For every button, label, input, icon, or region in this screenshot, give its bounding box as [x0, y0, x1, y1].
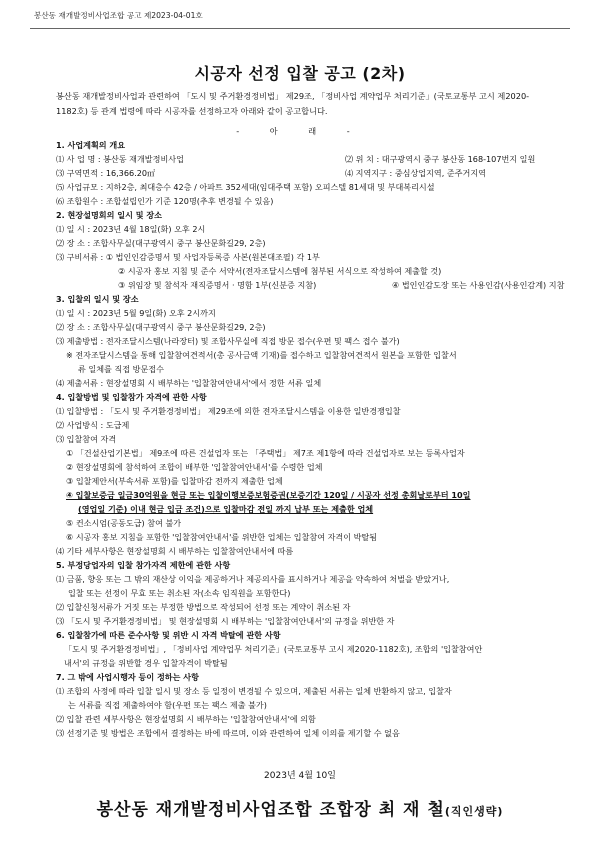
other-details: ⑷ 기타 세부사항은 현장설명회 시 배부하는 입찰참여안내서에 따름: [56, 546, 294, 556]
briefing-docs-2: ② 시공자 홍보 지침 및 준수 서약서(전자조달시스템에 첨부된 서식으로 작성하여 제출할 것): [118, 266, 442, 276]
qualification-4b: (영업일 기준) 이내 현금 입금 조건)으로 입찰마감 전일 까지 납부 또는 제출한 업체: [78, 504, 374, 514]
misc-3: ⑶ 선정기준 및 방법은 조합에서 결정하는 바에 따르며, 이와 관련하여 일체 이의를 제기할 수 없음: [56, 728, 400, 738]
qualification-2: ② 현장설명회에 참석하여 조합이 배부한 '입찰참여안내서'를 수령한 업체: [66, 462, 323, 472]
briefing-docs-3b: ④ 법인인감도장 또는 사용인감(사용인감계) 지참: [392, 280, 565, 290]
restriction-1a: ⑴ 금품, 향응 또는 그 밖의 재산상 이익을 제공하거나 제공의사를 표시하거나 제공을 약속하여 처벌을 받았거나,: [56, 574, 450, 584]
misc-2: ⑵ 입찰 관련 세부사항은 현장설명회 시 배부하는 '입찰참여안내서'에 의함: [56, 714, 316, 724]
bid-documents: ⑷ 제출서류 : 현장설명회 시 배부하는 '입찰참여안내서'에서 정한 서류 일체: [56, 378, 322, 388]
header-divider: [30, 28, 570, 29]
qualification-3: ③ 입찰제안서(부속서류 포함)를 입찰마감 전까지 제출한 업체: [66, 476, 283, 486]
briefing-place: ⑵ 장 소 : 조합사무실(대구광역시 중구 봉산문화길29, 2층): [56, 238, 266, 248]
qualification-5: ⑤ 컨소시엄(공동도급) 참여 불가: [66, 518, 182, 528]
compliance-2: 내서'의 규정을 위반할 경우 입찰자격이 박탈됨: [64, 658, 228, 668]
seal-omitted-note: (직인생략): [444, 805, 504, 818]
restriction-3: ⑶ 「도시 및 주거환경정비법」 및 현장설명회 시 배부하는 '입찰참여안내서'의 규정을 위반한 자: [56, 616, 395, 626]
project-name: ⑴ 사 업 명 : 봉산동 재개발정비사업: [56, 154, 184, 164]
section-1-row: [56, 168, 556, 178]
intro-paragraph: 봉산동 재개발정비사업과 관련하여 「도시 및 주거환경정비법」 제29조, 「정비사업 계약업무 처리기준」(국토교통부 고시 제2020-1182호) 등 관계 법령에 따라 시공자를 선정하고자 아래와 같이 공고합니다.: [56, 91, 530, 116]
misc-1a: ⑴ 조합의 사정에 따라 입찰 일시 및 장소 등 일정이 변경될 수 있으며, 제출된 서류는 일체 반환하지 않고, 입찰자: [56, 686, 452, 696]
member-count: ⑹ 조합원수 : 조합설립인가 기준 120명(추후 변경될 수 있음): [56, 196, 274, 206]
briefing-datetime: ⑴ 일 시 : 2023년 4월 18일(화) 오후 2시: [56, 224, 206, 234]
qualification-4a: ④ 입찰보증금 일금30억원을 현금 또는 입찰이행보증보험증권(보증기간 120일 / 시공자 선정 총회날로부터 10일: [66, 490, 471, 500]
bid-type: ⑴ 입찰방법 : 「도시 및 주거환경정비법」 제29조에 의한 전자조달시스템을 이용한 일반경쟁입찰: [56, 406, 401, 416]
notice-date: 2023년 4월 10일: [264, 771, 336, 781]
bid-place: ⑵ 장 소 : 조합사무실(대구광역시 중구 봉산문화길29, 2층): [56, 322, 266, 332]
briefing-docs-3a: ③ 위임장 및 참석자 재직증명서 · 명함 1부(신분증 지참): [118, 280, 317, 290]
project-location: ⑵ 위 치 : 대구광역시 중구 봉산동 168-107번지 일원: [345, 154, 536, 164]
section-7-title: 7. 그 밖에 사업시행자 등이 정하는 사항: [56, 672, 199, 682]
qualification-6: ⑥ 시공자 홍보 지침을 포함한 '입찰참여안내서'를 위반한 업체는 입찰참여 자격이 박탈됨: [66, 532, 378, 542]
project-scale: ⑸ 사업규모 : 지하2층, 최대층수 42층 / 아파트 352세대(임대주택 포함) 오피스텔 81세대 및 부대복리시설: [56, 182, 435, 192]
misc-1b: 는 서류를 직접 제출하여야 함(우편 또는 팩스 제출 불가): [68, 700, 267, 710]
section-1-title: 1. 사업계획의 개요: [56, 140, 126, 150]
section-2-title: 2. 현장설명회의 일시 및 장소: [56, 210, 162, 220]
business-type: ⑵ 사업방식 : 도급제: [56, 420, 130, 430]
qualification-1: ① 「건설산업기본법」 제9조에 따른 건설업자 또는 「주택법」 제7조 제1항에 따라 건설업자로 보는 등록사업자: [66, 448, 465, 458]
qualification-heading: ⑶ 입찰참여 자격: [56, 434, 117, 444]
signature-text: 봉산동 재개발정비사업조합 조합장 최 재 철: [96, 800, 445, 820]
bid-method: ⑶ 제출방법 : 전자조달시스템(나라장터) 및 조합사무실에 직접 방문 접수(우편 및 팩스 접수 불가): [56, 336, 400, 346]
bid-datetime: ⑴ 일 시 : 2023년 5월 9일(화) 오후 2시까지: [56, 308, 216, 318]
section-3-title: 3. 입찰의 일시 및 장소: [56, 294, 139, 304]
compliance-1: 「도시 및 주거환경정비법」, 「정비사업 계약업무 처리기준」(국토교통부 고시 제2020-1182호), 조합의 '입찰참여안: [64, 644, 483, 654]
briefing-docs-3: [56, 280, 565, 290]
notice-number: 봉산동 재개발정비사업조합 공고 제2023-04-01호: [34, 11, 203, 20]
bid-note-1: ※ 전자조달시스템을 통해 입찰참여견적서(총 공사금액 기재)를 접수하고 입찰참여견적서 원본을 포함한 입찰서: [66, 350, 457, 360]
page-title: 시공자 선정 입찰 공고 (2차): [194, 64, 406, 83]
project-area: ⑶ 구역면적 : 16,366.20㎡: [56, 168, 156, 178]
section-5-title: 5. 부정당업자의 입찰 참가자격 제한에 관한 사항: [56, 560, 231, 570]
restriction-2: ⑵ 입찰신청서류가 거짓 또는 부정한 방법으로 작성되어 선정 또는 계약이 취소된 자: [56, 602, 351, 612]
briefing-docs-1: ⑶ 구비서류 : ① 법인인감증명서 및 사업자등록증 사본(원본대조필) 각 1부: [56, 252, 320, 262]
bid-note-2: 류 일체를 직접 방문접수: [78, 364, 164, 374]
restriction-1b: 입찰 또는 선정이 무효 또는 취소된 자(소속 임직원을 포함한다): [68, 588, 291, 598]
signature-line: [0, 795, 600, 820]
project-zoning: ⑷ 지역지구 : 중심상업지역, 준주거지역: [345, 168, 486, 178]
below-label: - 아 래 -: [236, 126, 364, 136]
section-6-title: 6. 입찰참가에 따른 준수사항 및 위반 시 자격 박탈에 관한 사항: [56, 630, 281, 640]
section-4-title: 4. 입찰방법 및 입찰참가 자격에 관한 사항: [56, 392, 207, 402]
section-1-row: [56, 154, 556, 164]
